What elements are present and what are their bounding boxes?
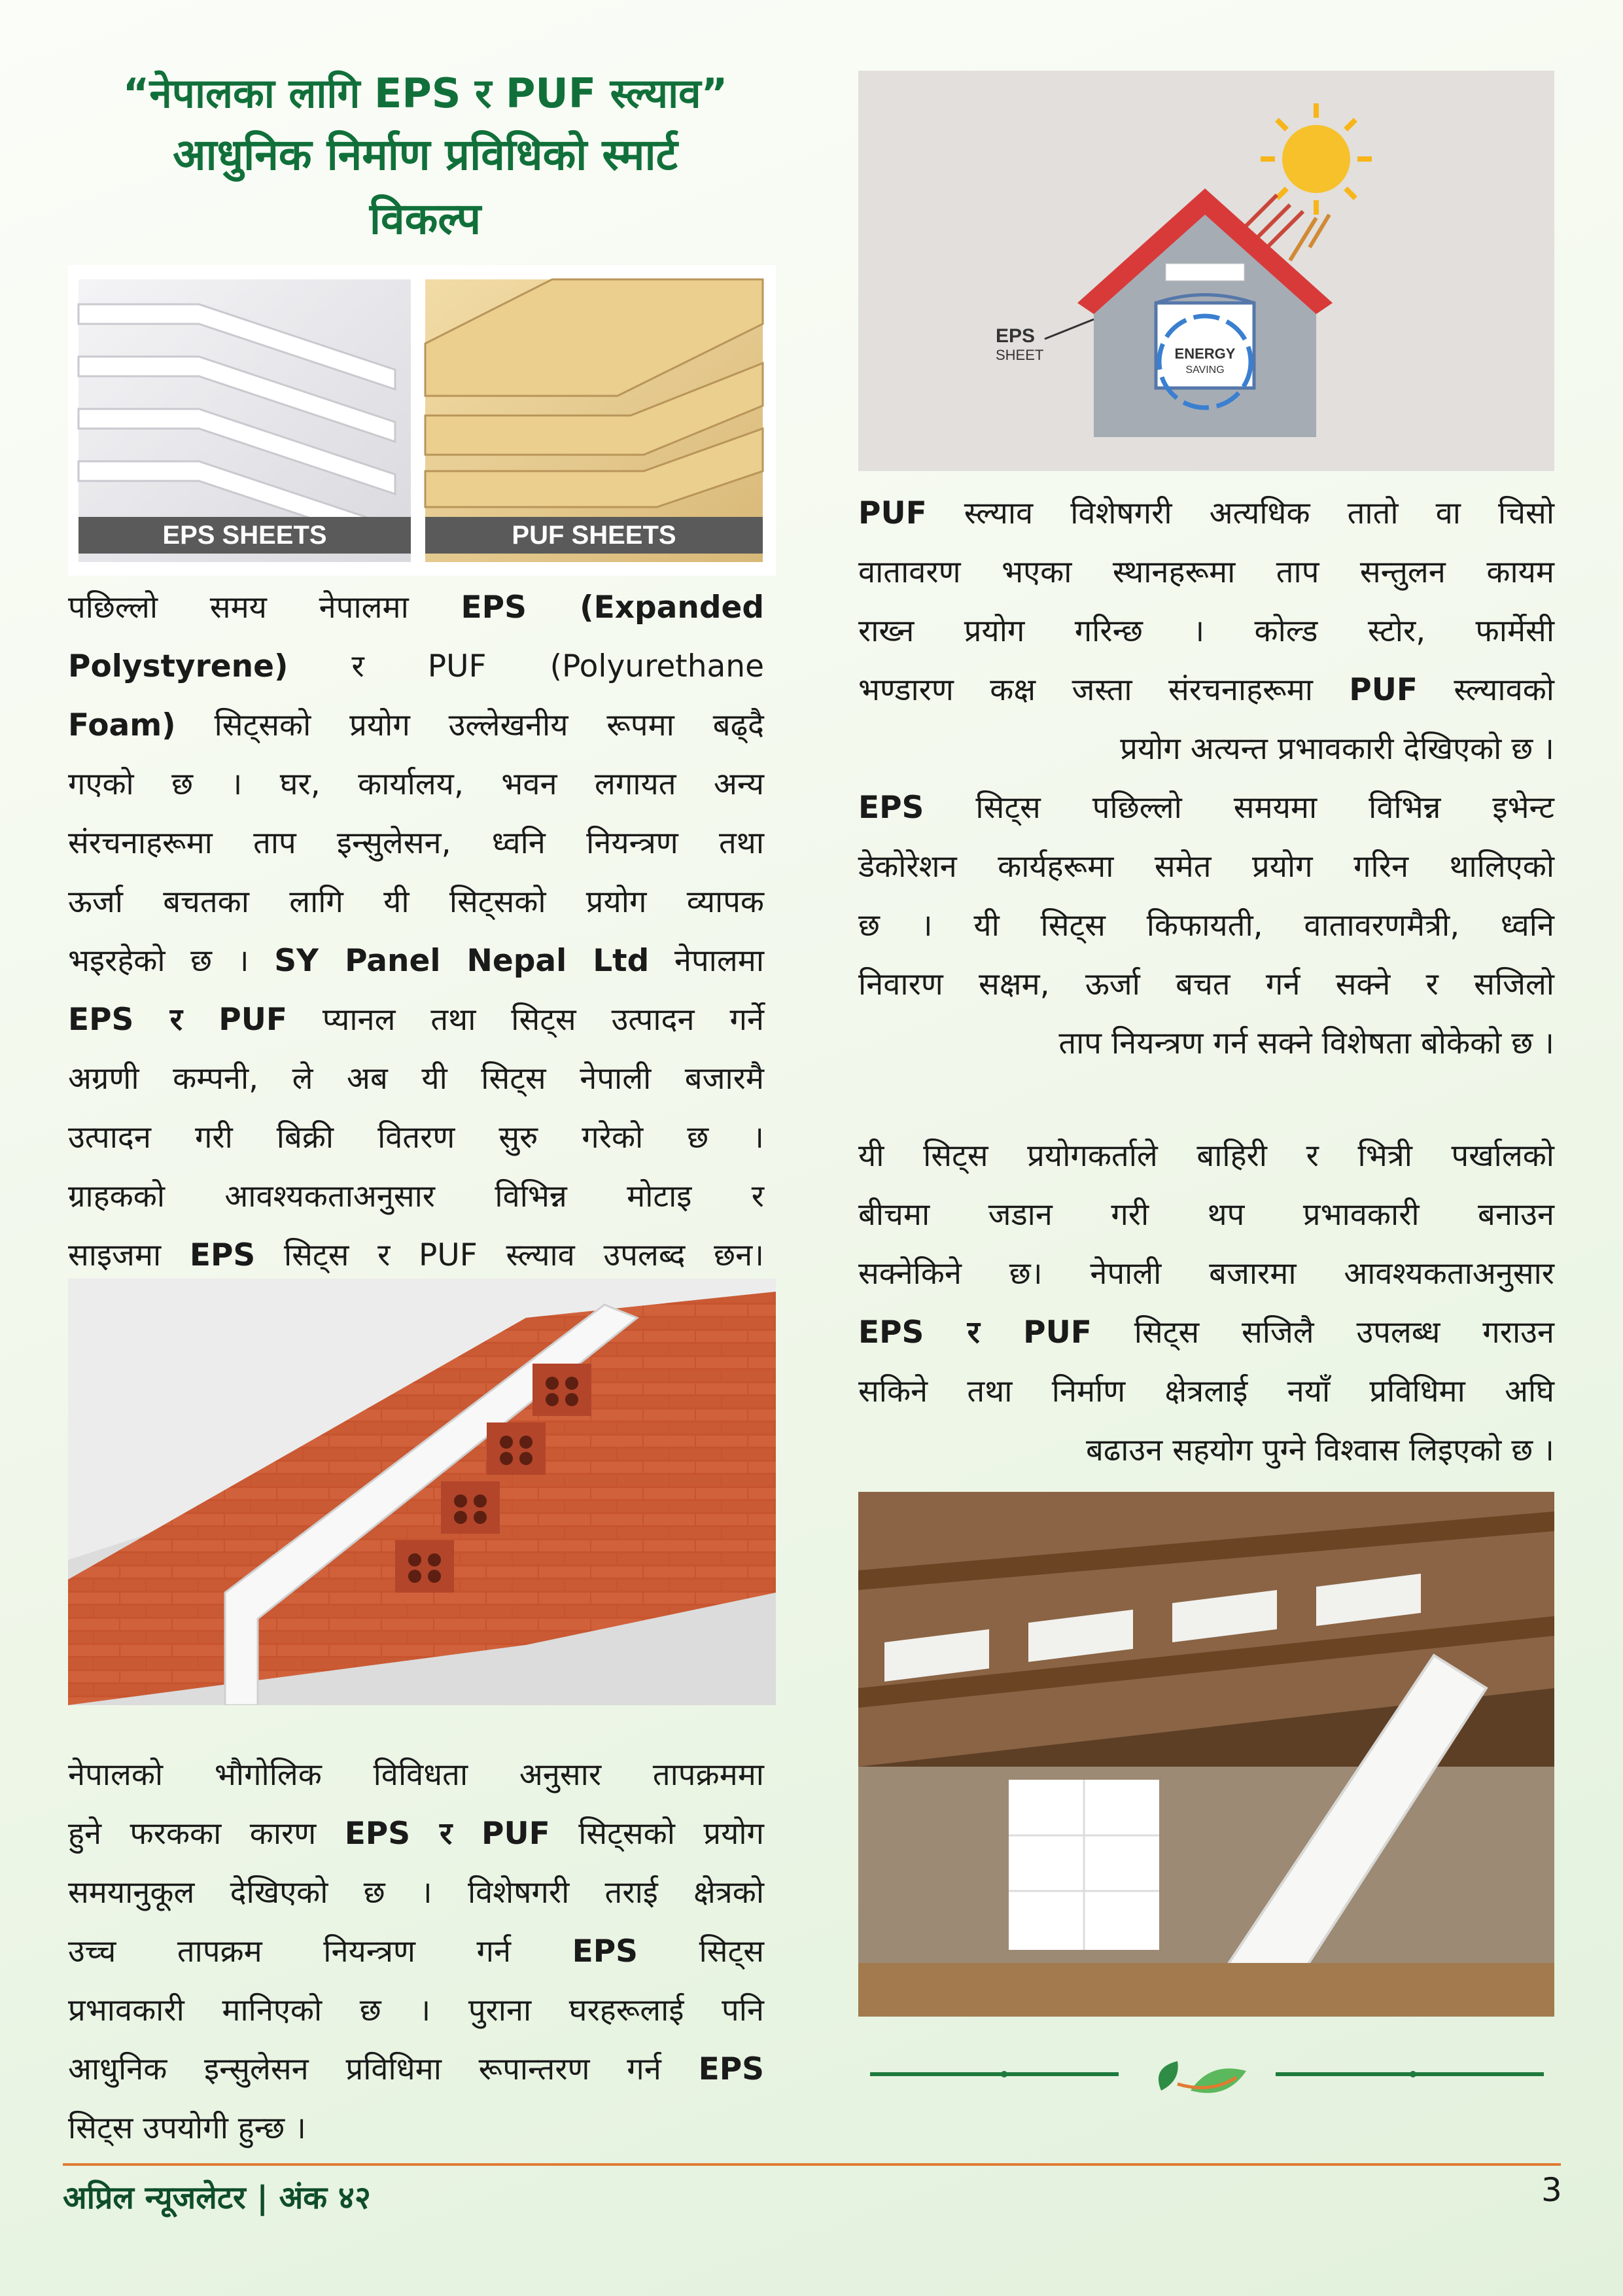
right-p3-line: यी सिट्स प्रयोगकर्ताले बाहिरी र भित्री पर्खालको — [858, 1138, 1554, 1174]
left-p2-line: नेपालको भौगोलिक विविधता अनुसार तापक्रममा — [68, 1757, 764, 1793]
energy-label: ENERGY — [1174, 345, 1236, 362]
left-p2-line: आधुनिक इन्सुलेसन प्रविधिमा रूपान्तरण गर्न EPS — [68, 2051, 764, 2087]
left-p1-line: EPS र PUF प्यानल तथा सिट्स उत्पादन गर्ने — [68, 1002, 764, 1038]
right-p3-line: बीचमा जडान गरी थप प्रभावकारी बनाउन — [858, 1197, 1554, 1233]
right-p3-line: सक्नेकिने छ। नेपाली बजारमा आवश्यकताअनुसार — [858, 1256, 1554, 1292]
right-p3-line: EPS र PUF सिट्स सजिलै उपलब्ध गराउन — [858, 1315, 1554, 1351]
sheet-label: SHEET — [996, 347, 1044, 363]
left-p1-line: पछिल्लो समय नेपालमा EPS (Expanded — [68, 590, 765, 626]
left-p2-line: हुने फरकका कारण EPS र PUF सिट्सको प्रयोग — [68, 1816, 764, 1852]
footer-divider — [63, 2163, 1561, 2166]
left-p2-line: प्रभावकारी मानिएको छ । पुराना घरहरूलाई पनि — [68, 1992, 764, 2028]
left-p1-line: ऊर्जा बचतका लागि यी सिट्सको प्रयोग व्यापक — [68, 884, 764, 920]
right-paragraph-2 — [858, 779, 1554, 1073]
newsletter-footer: अप्रिल न्यूजलेटर | अंक ४२ — [63, 2180, 371, 2216]
left-p1-line: उत्पादन गरी बिक्री वितरण सुरु गरेको छ । — [68, 1120, 764, 1156]
left-p2-line: सिट्स उपयोगी हुन्छ । — [68, 2110, 306, 2146]
left-paragraph-1 — [68, 578, 764, 1285]
left-p1-line: संरचनाहरूमा ताप इन्सुलेसन, ध्वनि नियन्त्रण तथा — [68, 825, 764, 861]
left-p1-line: ग्राहकको आवश्यकताअनुसार विभिन्न मोटाइ र — [68, 1178, 764, 1214]
right-p2-line: EPS सिट्स पछिल्लो समयमा विभिन्न इभेन्ट — [858, 790, 1554, 826]
right-p1-line: वातावरण भएका स्थानहरूमा ताप सन्तुलन कायम — [858, 554, 1554, 590]
right-p3-line: सकिने तथा निर्माण क्षेत्रलाई नयाँ प्रविधिमा अघि — [858, 1373, 1554, 1409]
page-title — [65, 64, 785, 251]
right-p2-line: छ । यी सिट्स किफायती, वातावरणमैत्री, ध्वनि — [858, 908, 1554, 944]
right-p1-line: भण्डारण कक्ष जस्ता संरचनाहरूमा PUF स्ल्यावको — [858, 672, 1554, 708]
left-p2-line: उच्च तापक्रम नियन्त्रण गर्न EPS सिट्स — [68, 1934, 764, 1969]
left-paragraph-2 — [68, 1746, 764, 2158]
energy-saving-house-image — [858, 71, 1554, 471]
puf-sheets-label: PUF SHEETS — [512, 521, 676, 550]
right-p2-line: निवारण सक्षम, ऊर्जा बचत गर्न सक्ने र सजिलो — [858, 966, 1554, 1002]
right-p2-line: डेकोरेशन कार्यहरूमा समेत प्रयोग गरिन थालिएको — [858, 849, 1554, 885]
title-line-2: आधुनिक निर्माण प्रविधिको स्मार्ट — [173, 130, 678, 180]
right-p1-line: प्रयोग अत्यन्त प्रभावकारी देखिएको छ । — [1120, 731, 1554, 767]
title-line-1: “नेपालका लागि EPS र PUF स्ल्याव” — [122, 69, 728, 117]
left-p1-line: भइरहेको छ । SY Panel Nepal Ltd नेपालमा — [68, 943, 764, 979]
leaf-divider — [870, 2045, 1544, 2104]
right-p3-line: बढाउन सहयोग पुग्ने विश्वास लिइएको छ । — [1085, 1432, 1554, 1468]
right-paragraph-1 — [858, 484, 1554, 779]
ceiling-eps-panel-image — [858, 1492, 1554, 2017]
page-number: 3 — [1541, 2171, 1562, 2209]
left-p1-line: Polystyrene) र PUF (Polyurethane — [68, 648, 764, 684]
saving-label: SAVING — [1185, 364, 1225, 376]
eps-sheets-label: EPS SHEETS — [162, 521, 327, 550]
left-p2-line: समयानुकूल देखिएको छ । विशेषगरी तराई क्षेत्रको — [68, 1875, 764, 1911]
left-p1-line: Foam) सिट्सको प्रयोग उल्लेखनीय रूपमा बढ्दै — [68, 707, 764, 743]
brick-wall-insulation-image — [68, 1279, 776, 1705]
right-p1-line: राख्न प्रयोग गरिन्छ । कोल्ड स्टोर, फार्मेसी — [858, 613, 1554, 649]
right-p2-line: ताप नियन्त्रण गर्न सक्ने विशेषता बोकेको छ । — [1058, 1025, 1554, 1061]
eps-puf-sheets-image — [68, 265, 776, 576]
eps-label: EPS — [996, 325, 1036, 347]
title-line-3: विकल्प — [369, 194, 481, 244]
right-p1-line: PUF स्ल्याव विशेषगरी अत्यधिक तातो वा चिसो — [858, 495, 1554, 531]
left-p1-line: गएको छ । घर, कार्यालय, भवन लगायत अन्य — [68, 766, 764, 802]
left-p1-line: अग्रणी कम्पनी, ले अब यी सिट्स नेपाली बजारमै — [68, 1061, 764, 1097]
left-p1-line: साइजमा EPS सिट्स र PUF स्ल्याव उपलब्द छन। — [68, 1237, 764, 1273]
right-paragraph-3 — [858, 1127, 1554, 1480]
